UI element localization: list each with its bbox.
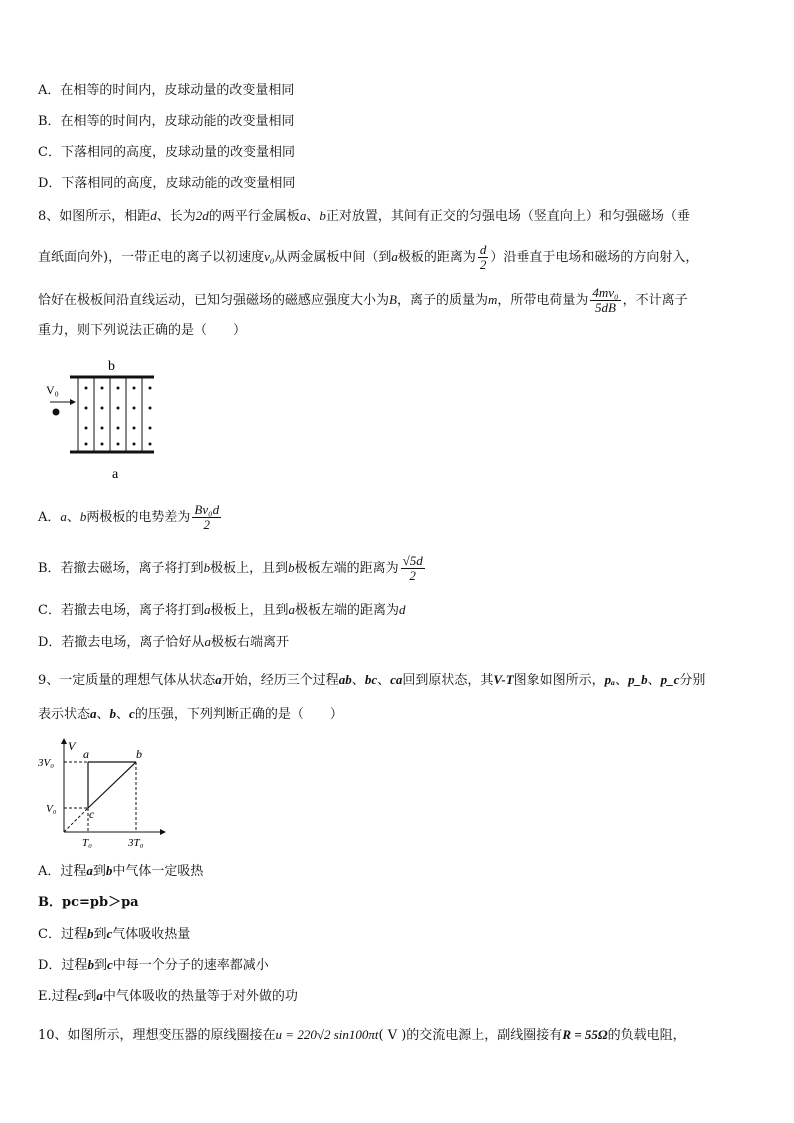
process-bc	[88, 762, 136, 808]
q10-stem-line1: 10、如图所示，理想变压器的原线圈接在u = 220√2 sin100πt( V )的交流电源上，副线圈接有R = 55Ω的负载电阻，	[38, 1027, 686, 1043]
q9-option-d: D．过程b到c中每一个分子的速率都减小	[38, 957, 269, 973]
q9-option-b: B．pc=pb＞pa	[38, 895, 139, 910]
q8-stem-line3: 恰好在极板间沿直线运动，已知匀强磁场的磁感应强度大小为B，离子的质量为m，所带电荷量为 $\frac{\text{4mv₀}}{5dB}$ ，不计离子	[38, 285, 688, 315]
q8-stem-line1: 8、如图所示，相距d、长为2d的两平行金属板a、b正对放置，其间有正交的匀强电场（竖直向上）和匀强磁场（垂	[38, 208, 690, 224]
q9-option-a: A．过程a到b中气体一定吸热	[38, 863, 204, 879]
q7-option-b: B．在相等的时间内，皮球动能的改变量相同	[38, 114, 295, 129]
q9-option-c: C．过程b到c气体吸收热量	[38, 926, 191, 942]
tick-3t0: 3T₀	[128, 837, 144, 849]
magnetic-field-dots	[85, 387, 152, 446]
q7-option-a: A．在相等的时间内，皮球动量的改变量相同	[38, 83, 295, 98]
plate-a-label: a	[112, 467, 119, 482]
ion-dot	[53, 409, 60, 416]
plate-b-label: b	[108, 359, 115, 374]
field-lines	[78, 378, 142, 451]
v-axis-label: V	[68, 739, 76, 753]
fraction-potential-diff: $\frac{\text{Bv₀d}}{2}$	[194, 502, 220, 532]
q7-option-c: C．下落相同的高度，皮球动量的改变量相同	[38, 145, 295, 160]
q8-stem-line2: 直纸面向外)，一带正电的离子以初速度v₀从两金属板中间（到a极板的距离为 $\frac{d}{2}$ ）沿垂直于电场和磁场的方向射入，	[38, 242, 699, 272]
v0-label: V₀	[46, 383, 59, 397]
state-c-label: c	[89, 807, 95, 821]
q9-option-e: E.过程c到a中气体吸收的热量等于对外做的功	[38, 988, 298, 1004]
state-b-label: b	[136, 747, 142, 761]
q8-option-c: C．若撤去电场，离子将打到a极板上，且到a极板左端的距离为d	[38, 602, 406, 618]
tick-v0: V₀	[46, 803, 57, 815]
q8-stem-line4: 重力，则下列说法正确的是（ ）	[38, 323, 247, 338]
tick-3v0: 3V₀	[38, 757, 55, 769]
tick-t0: T₀	[82, 837, 92, 849]
q9-vt-graph	[36, 736, 166, 854]
q8-plates-figure	[44, 356, 164, 486]
q7-option-d: D．下落相同的高度，皮球动能的改变量相同	[38, 176, 296, 191]
q8-option-a: A．a、b两极板的电势差为 $\frac{\text{Bv₀d}}{2}$	[38, 502, 220, 532]
q9-stem-line1: 9、一定质量的理想气体从状态a开始，经历三个过程ab、bc、ca回到原状态，其V-T图象如图所示，pₐ、p_b、p_c分别	[38, 672, 706, 688]
fraction-sqrt5d: $\frac{√5d}{2}$	[402, 553, 423, 583]
fraction-charge: $\frac{\text{4mv₀}}{5dB}$	[592, 285, 619, 315]
q8-option-b: B．若撤去磁场，离子将打到b极板上，且到b极板左端的距离为 $\frac{√5d}{2}$	[38, 553, 423, 583]
q8-option-d: D．若撤去电场，离子恰好从a极板右端离开	[38, 634, 289, 650]
state-a-label: a	[83, 747, 89, 761]
fraction-d-over-2: $\frac{d}{2}$	[479, 242, 487, 272]
q9-stem-line2: 表示状态a、b、c的压强，下列判断正确的是（ ）	[38, 706, 343, 722]
